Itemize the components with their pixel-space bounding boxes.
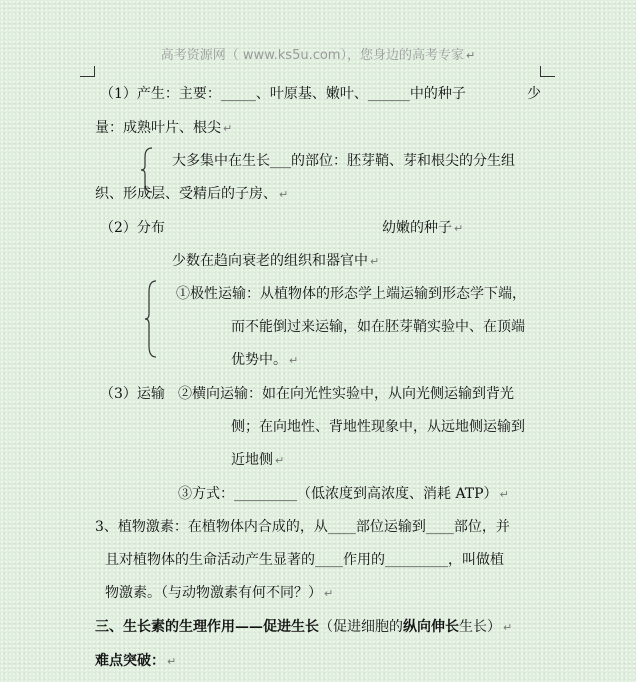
lateral-transport-line-2: 侧；在向地性、背地性现象中，从远地侧运输到	[231, 419, 525, 435]
paragraph-mark-icon: ↵	[370, 255, 380, 268]
section-3-note-start: （促进细胞的	[319, 619, 403, 635]
lateral-transport-line-3	[231, 451, 284, 470]
brace-transport	[144, 280, 158, 358]
production-line-2	[95, 119, 232, 138]
transport-mode	[178, 485, 509, 504]
distribution-many-line-1: 大多集中在生长___的部位：胚芽鞘、芽和根尖的分生组	[172, 153, 515, 169]
margin-corner-left	[80, 66, 95, 77]
young-seeds-text: 幼嫩的种子	[382, 220, 452, 236]
polar-transport-line-3	[231, 351, 298, 370]
paragraph-mark-icon: ↵	[289, 354, 299, 367]
distribution-young-seeds	[382, 219, 463, 238]
production-line-1-text: （1）产生：主要：_____、叶原基、嫩叶、______中的种子	[100, 86, 466, 102]
lateral-transport-line-3-text: 近地侧	[231, 452, 273, 468]
distribution-label: （2）分布	[100, 220, 165, 236]
section-3-keyword: 纵向伸长	[403, 619, 459, 635]
paragraph-mark-icon: ↵	[324, 587, 334, 600]
paragraph-mark-icon: ↵	[223, 122, 233, 135]
section-3-title: 三、生长素的生理作用——促进生长	[95, 619, 319, 635]
production-line-1-tail: 少	[527, 86, 541, 102]
header-text: 高考资源网（ www.ks5u.com），您身边的高考专家	[160, 48, 464, 63]
hormone-definition-line-2: 且对植物体的生命活动产生显著的____作用的_________，叫做植	[105, 552, 504, 568]
hormone-definition-line-1: 3、植物激素：在植物体内合成的，从____部位运输到____部位，并	[95, 519, 510, 535]
difficulty-heading	[95, 652, 176, 671]
paragraph-mark-icon: ↵	[275, 454, 285, 467]
transport-label: （3）运输	[100, 386, 165, 402]
section-3-note-end: 生长）	[459, 619, 501, 635]
paragraph-mark-icon: ↵	[465, 49, 476, 62]
transport-mode-text: ③方式：_________（低浓度到高浓度、消耗 ATP）	[178, 486, 498, 502]
distribution-many-line-2	[95, 185, 288, 204]
paragraph-mark-icon: ↵	[279, 188, 289, 201]
hormone-definition-line-3	[105, 584, 333, 603]
distribution-few	[172, 252, 379, 271]
paragraph-mark-icon: ↵	[454, 222, 464, 235]
paragraph-mark-icon: ↵	[167, 655, 177, 668]
distribution-few-text: 少数在趋向衰老的组织和器官中	[172, 253, 368, 269]
polar-transport-line-1: ①极性运输：从植物体的形态学上端运输到形态学下端，	[176, 286, 526, 302]
production-line-2-text: 量：成熟叶片、根尖	[95, 120, 221, 136]
distribution-many-line-2-text: 织、形成层、受精后的子房、	[95, 186, 277, 202]
lateral-transport-line-1: ②横向运输：如在向光性实验中，从向光侧运输到背光	[178, 386, 514, 402]
polar-transport-line-2: 而不能倒过来运输，如在胚芽鞘实验中、在顶端	[231, 319, 525, 335]
paragraph-mark-icon: ↵	[499, 488, 509, 501]
polar-transport-line-3-text: 优势中。	[231, 352, 287, 368]
page-header	[0, 44, 636, 63]
hormone-definition-line-3-text: 物激素。（与动物激素有何不同？）	[105, 585, 322, 601]
section-3-heading	[95, 618, 512, 637]
paragraph-mark-icon: ↵	[503, 621, 513, 634]
production-line-1	[100, 85, 466, 103]
difficulty-label: 难点突破：	[95, 653, 165, 669]
margin-corner-right	[540, 66, 555, 77]
